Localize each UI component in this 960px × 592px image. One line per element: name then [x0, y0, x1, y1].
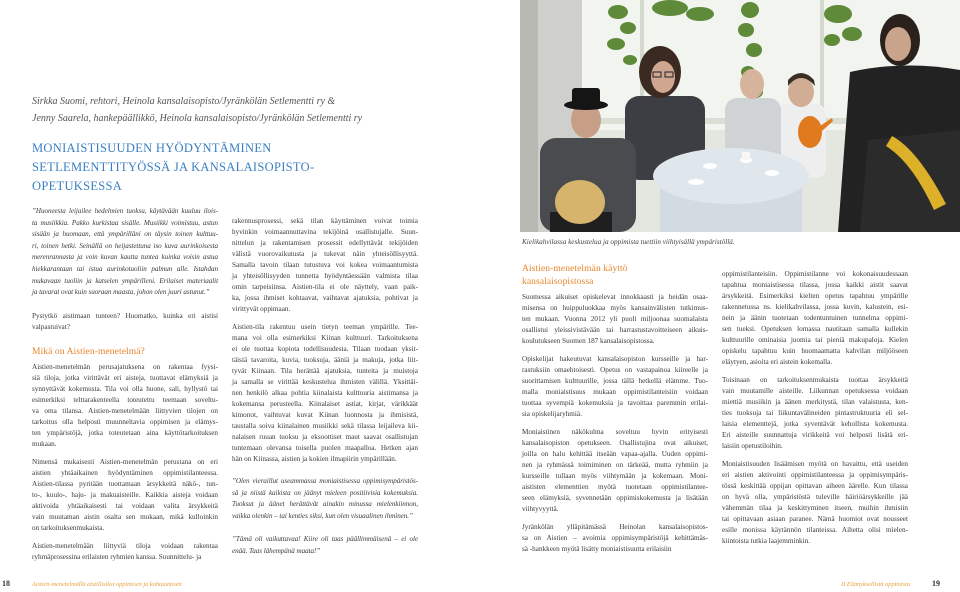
paragraph-line: tapahtua moniaistisessa tilassa, jossa kaikki aistit saavat	[722, 281, 908, 289]
page-number: 18	[2, 579, 10, 588]
paragraph-line: välistä vuorovaikutusta ja tukevat näin yhteisöllisyyttä.	[232, 250, 418, 258]
section-heading	[522, 263, 708, 289]
quote-line: ”Tämä oli vaikuttavaa! Kiire oli taas päällimmäisenä – ei ole	[232, 535, 418, 544]
body-paragraph	[32, 362, 218, 450]
body-paragraph	[722, 459, 908, 547]
paragraph-line: laisiin opetustiloihin.	[722, 442, 783, 450]
body-paragraph	[522, 427, 708, 515]
paragraph-line: synnyttävät kokemusta. Tila voi olla huone, sali, hyllystö tai	[32, 384, 218, 393]
paragraph-line: hyvinkin voimaannuttavina tekijöinä osallistujalle. Suun-	[232, 228, 418, 236]
body-paragraph	[522, 354, 708, 420]
paragraph-line: Eri aisteille suunnattuja virikkeitä voi helposti lisätä eri-	[722, 431, 908, 439]
paragraph-line: kansalaisopiston opetukseen. Osallistujina ovat aikuiset,	[522, 439, 708, 447]
paragraph-line: eläytyen, asioita eri aistein kokemalla.	[722, 358, 833, 366]
quote-line: enää. Taas lähempänä maata!”	[232, 546, 321, 555]
paragraph-line: mukaan.	[32, 439, 57, 448]
quote-line: sisään ja huomaan, että ympärilläni on täysin toinen kulttuu-	[32, 230, 218, 239]
person-yellow-scarf	[860, 130, 960, 232]
paragraph-line: viihtyvyyttä.	[522, 505, 559, 513]
paragraph-line: mana voi olla esimerkiksi Kiinan kulttuuri. Tarkoituksena	[232, 334, 418, 342]
body-paragraph	[522, 522, 708, 555]
quote-line: ta musiikkia. Pakko kurkistaa sisälle. Musiikki voimistuu, astun	[32, 218, 218, 227]
paragraph-line: kulttuurille ominaisia juomia tai pieniä makupaloja. Kielen	[722, 336, 908, 344]
paragraph-line: seen elämyksiä, syvennetään oppimiskokemusta ja lisätään	[522, 494, 708, 502]
paragraph-line: Toisinaan on tarkoituksenmukaista tuottaa ärsykkeitä	[722, 376, 908, 384]
paragraph-line: nittelun ja rakentamisen prosessit edellyttävät tekijöiden	[232, 239, 418, 247]
quote-line: ”Olen vieraillut useammassa moniaistisessa oppimisympäristös-	[232, 477, 418, 485]
paragraph-line: nen henkilö alkaa pohtia kiinalaista kulttuuria aistimansa ja	[232, 389, 418, 397]
paragraph-line: Moniaistinen näkökulma soveltuu hyvin erityisesti	[522, 428, 708, 436]
paragraph-line: esille monissa käytännön tilanteissa. Aihetta olisi mielen-	[722, 526, 908, 534]
body-paragraph	[32, 457, 218, 534]
paragraph-line: joilla on halu kehittää itseään vapaa-ajalla. Uuden oppimi-	[522, 450, 708, 458]
paragraph-line: Aistien-tila rakentuu usein tietyn teeman ympärille. Tee-	[232, 323, 418, 331]
text-column-middle	[232, 216, 418, 558]
pull-quote	[232, 534, 418, 557]
paragraph-line: ja yhteisöllisyyden tunnetta hyödyntäessään valmista tilaa	[232, 272, 418, 280]
body-paragraph	[232, 322, 418, 465]
paragraph-line: ei ole tuottaa kopiota todellisuudesta. Tilaan tuodaan yksit-	[232, 345, 418, 353]
paragraph-line: sä -hankkeen myötä lisätty moniaistisuutta erilaisiin	[522, 545, 672, 553]
paragraph-line: miettiä musiikin ja äänen merkitystä, tilan valaistusta, ken-	[722, 398, 908, 406]
paragraph-line: ten ympäristöjä, jotka toteutetaan aina käyttötarkoituksen	[32, 428, 218, 437]
paragraph-line: laisia elementtejä, jotka syventävät kehollista kokemusta.	[722, 420, 908, 428]
paragraph-line: tössä keskittää oppijan opittavan aiheen äärelle. Kun tilassa	[722, 482, 908, 490]
page-number: 19	[932, 579, 940, 588]
right-page	[480, 0, 960, 592]
paragraph-line: omin tarpeisiinsa. Aistien-tila ei ole näyttely, vaan paik-	[232, 283, 418, 291]
paragraph-line: ja samalla se virittää keskustelua ihmisten välillä. Yksittäi-	[232, 378, 418, 386]
paragraph-line: tai opittavaan asiaan paranee. Nämä huomiot ovat nousseet	[722, 515, 908, 523]
paragraph-line: sa on Aistien – avoimia oppimisympäristöjä kehittämäs-	[522, 534, 708, 542]
running-head: Aistien-menetelmällä aistillisiksi oppimisen ja kohtaamisen	[32, 581, 182, 588]
heading-line: Mikä on Aistien-menetelmä?	[32, 346, 145, 357]
paragraph-line: Suomessa aikuiset opiskelevat innokkaasti ja heidän osaa-	[522, 293, 708, 301]
paragraph-line: tarkoitus olla helposti muunneltavia oppimisen ja elämys-	[32, 417, 218, 426]
body-paragraph	[722, 375, 908, 452]
paragraph-line: tuntemaan olevansa toisella puolen maapalloa. Hetken ajan	[232, 444, 418, 452]
paragraph-line: kursseille tullaan myös viihtymään ja kokemaan. Moni-	[522, 472, 708, 480]
quote-line: mukavaan tuoliin ja katselen ympärilleni. Erilaiset materiaalit	[32, 276, 218, 285]
author-line: Jenny Saarela, hankepäällikkö, Heinola kansalaisopisto/Jyränkölän Setlementti ry	[32, 113, 363, 124]
paragraph-line: Moniaistisuuden lisäämisen myötä on havaittu, että useiden	[722, 460, 908, 468]
paragraph-line: Pystytkö aistimaan tunteen? Huomatko, kuinka eri aistisi	[32, 311, 218, 320]
paragraph-line: vähemmän tilaa ja keskittyminen itseen, muihin ihmisiin	[722, 504, 908, 512]
body-paragraph	[32, 311, 218, 333]
paragraph-line: kimonot, vaihtuvat kuvat Kiinan luonnosta ja ihmisistä,	[232, 411, 418, 419]
paragraph-line: vain muutamille aisteille. Liikunnan opetuksessa voidaan	[722, 387, 908, 395]
photo-illustration	[520, 0, 960, 232]
heading-line: Aistien-menetelmän käyttö	[522, 264, 628, 274]
paragraph-line: tuottaa syvempiä kokemuksia ja tavoittaa paremmin erilai-	[522, 399, 708, 407]
paragraph-line: Aistien-menetelmän perusajatuksena on rakentaa fyysi-	[32, 362, 218, 371]
paragraph-line: aktivoida yhtäaikaisesti tai voidaan valita ärsykkeitä	[32, 501, 218, 510]
paragraph-line: siä tiloja, jotka virittävät eri aisteja, tuottavat elämyksiä ja	[32, 373, 218, 382]
pull-quote	[32, 206, 218, 299]
paragraph-line: rastuksiin omaehtoisesti. Opetus on vastapainoa kiireelle ja	[522, 366, 708, 374]
heading-line: kansalaisopistossa	[522, 277, 594, 287]
paragraph-line: nein ja äänin tuotetaan todentuntuinen tunnelma oppimi-	[722, 314, 908, 322]
paragraph-line: taustalla soiva kiinalainen musiikki sekä tilassa leijaileva kii-	[232, 422, 418, 430]
body-paragraph	[522, 292, 708, 347]
paragraph-line: koulutukseen Suomen 187 kansalaisopistossa.	[522, 337, 655, 345]
paragraph-line: rakennetussa ns. kielikahvilassa, jossa kuvin, kalustein, esi-	[722, 303, 908, 311]
section-heading	[32, 346, 218, 359]
paragraph-line: Jyränkölän ylläpitämässä Heinolan kansalaisopistos-	[522, 523, 708, 531]
paragraph-line: rakennusprosessi, sekä tilan käyttäminen voivat toimia	[232, 217, 418, 225]
paragraph-line: opiskelu tapahtuu kuin huomaamatta kahvilan miljööseen	[722, 347, 908, 355]
paragraph-line: aististen elementtien myötä tuotetaan oppimistilantee-	[522, 483, 708, 491]
paragraph-line: kokemansa perusteella. Kiinalaiset astiat, kirjat, värikkäät	[232, 400, 418, 408]
paragraph-line: ryhmäprosessina erilaisten ryhmien kanssa. Suunnittelu- ja	[32, 552, 202, 561]
quote-line: ri, toinen hetki. Seinällä on heijastettuna iso kuva aurinkoisesta	[32, 241, 218, 250]
paragraph-line: on tarkoituksenmukaista.	[32, 523, 105, 532]
paragraph-line: misensa on huippuluokkaa myös kansainvälisten tutkimus-	[522, 304, 708, 312]
paragraph-line: nen ja ryhmässä toimiminen on tärkeää, mutta ryhmiin ja	[522, 461, 708, 469]
title-line: SETLEMENTTITYÖSSÄ JA KANSALAISOPISTO-	[32, 160, 315, 174]
title-line: MONIAISTISUUDEN HYÖDYNTÄMINEN	[32, 141, 272, 155]
quote-line: sä ja niistä kaikista on jäänyt mieleen positiivisia kokemuksia.	[232, 488, 418, 497]
body-paragraph	[722, 269, 908, 368]
paragraph-line: Samalla tavoin tilaan tutustuva voi kokea voimaantumista	[232, 261, 418, 269]
paragraph-line: Aistien-tilassa pyritään tuottamaan ärsykkeitä näkö-, tun-	[32, 479, 218, 488]
paragraph-line: hän on Kiinassa, aistien ja kokien ilmapiirin ympärillään.	[232, 455, 397, 463]
quote-line: Tuoksut ja äänet herättävät ainakin minussa mielenkiinnon,	[232, 500, 418, 509]
paragraph-line: vain muutaman aistin osalta sen mukaan, mikä kulloinkin	[32, 512, 218, 521]
paragraph-line: kiintoista tutkia laajemminkin.	[722, 537, 811, 545]
paragraph-line: valpastuivat?	[32, 322, 70, 331]
paragraph-line: esimerkiksi telttarakenteella toteutettu teemaan soveltu-	[32, 395, 218, 404]
text-column-right-1	[522, 263, 708, 555]
paragraph-line: suorittamisen kulttuurille, jossa tällä hetkellä elämme. Tuo-	[522, 377, 708, 385]
paragraph-line: oppimistilanteisiin. Oppimistilanne voi kokonaisuudessaan	[722, 270, 908, 278]
tea-table	[653, 148, 809, 232]
body-paragraph	[232, 216, 418, 315]
quote-line: ”Huoneesta leijailee hedelmien tuoksu, käytävään kuuluu ilois-	[32, 207, 218, 215]
paragraph-line: ärsykkeitä. Esimerkiksi kielten opetus tapahtuu ympärille	[722, 292, 908, 300]
paragraph-line: on hyvä olla, ympäristöstä tuleville häiriöärsykkeille jää	[722, 493, 908, 501]
paragraph-line: sen tueksi. Opetuksen lomassa nautitaan samalla kullekin	[722, 325, 908, 333]
paragraph-line: osallistui yleissivistävään tai harrastustavoitteiseen aikuis-	[522, 326, 708, 334]
author-line: Sirkka Suomi, rehtori, Heinola kansalaisopisto/Jyränkölän Setlementti ry &	[32, 96, 336, 107]
paragraph-line: ten mukaan. Vuonna 2012 yli puoli miljoonaa suomalaista	[522, 315, 708, 323]
paragraph-line: va oma tilansa. Aistien-menetelmään liittyvien tilojen on	[32, 406, 218, 415]
article-title	[32, 139, 314, 196]
paragraph-line: täisiä tavaroita, kuvia, tuoksuja, ääniä ja makuja, jotka liit-	[232, 356, 418, 364]
photo-caption: Kielikahvilassa keskustelua ja oppimista tuettiin viihtyisällä ympäristöllä.	[522, 238, 735, 246]
title-line: OPETUKSESSA	[32, 179, 123, 193]
paragraph-line: virittyvät oppimaan.	[232, 305, 291, 313]
quote-line: vaikka olenkin – tai kenties siksi, kun olen visuaalinen ihminen.”	[232, 511, 413, 520]
paragraph-line: Opiskelijat hakeutuvat kansalaisopiston kursseille ja har-	[522, 355, 708, 363]
paragraph-line: eri aistien aktivointi oppimistilanteessa ja oppimisympäris-	[722, 471, 908, 479]
pull-quote	[232, 476, 418, 522]
quote-line: merenrannasta ja voin kuvan kautta tuntea kuinka voisin astua	[32, 253, 218, 262]
paragraph-line: nalaisen ruuan tuoksu ja eksoottiset maut saavat osallistujan	[232, 433, 418, 441]
quote-line: hiekkarantaan tai istua aurinkotuoliin palmun alle. Istahdan	[32, 264, 218, 273]
paragraph-line: tyvät Kiinaan. Tila herättää ajatuksia, tunteita ja muistoja	[232, 367, 418, 375]
paragraph-line: ties tuoksuja tai liikuntavälineiden pintastruktuuria eli sel-	[722, 409, 908, 417]
paragraph-line: Nimensä mukaisesti Aistien-menetelmän perustana on eri	[32, 457, 218, 466]
paragraph-line: sia opiskelijaryhmiä.	[522, 410, 582, 418]
paragraph-line: to-, kuulo-, haju- ja makuaisteille. Kaikkia aisteja voidaan	[32, 490, 218, 499]
body-paragraph	[32, 541, 218, 563]
paragraph-line: aistien yhtäaikainen hyödyntäminen oppimistilanteessa.	[32, 468, 218, 477]
author-byline	[32, 93, 362, 127]
running-head: II Elämyksellistä oppimista	[841, 581, 910, 588]
photo-language-cafe	[520, 0, 960, 232]
text-column-right-2	[722, 269, 908, 547]
paragraph-line: malla moniaistisuus mukaan oppimistilanteisiin voidaan	[522, 388, 708, 396]
text-column-left	[32, 206, 218, 563]
paragraph-line: ka, jossa ihmiset kohtaavat, vaihtavat ajatuksia, pohtivat ja	[232, 294, 418, 302]
quote-line: ja tavarat ovat kuin suoraan maasta, johon olen juuri astunut.”	[32, 288, 210, 297]
paragraph-line: Aistien-menetelmään liittyviä tiloja voidaan rakentaa	[32, 541, 218, 550]
